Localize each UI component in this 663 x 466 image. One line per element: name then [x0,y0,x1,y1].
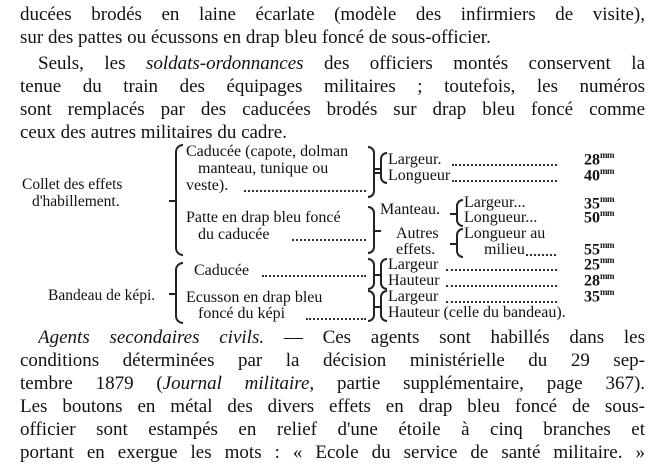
value-number: 40 [584,167,600,185]
table-cell: Caducée [194,262,250,279]
table-cell: Largeur. [388,151,442,168]
value-unit: mm [600,150,614,160]
table-cell: du caducée [198,226,270,243]
row-label: Bandeau de képi. [48,287,156,304]
value-unit: mm [600,240,614,250]
value-unit: mm [600,271,614,281]
text-line [38,53,645,75]
value-number: 50 [584,209,600,227]
table-cell: Longueur au [464,225,546,242]
italic-term: soldats-ordonnances [145,53,304,74]
left-brace [380,258,387,290]
left-brace [380,290,387,322]
measurement-value [558,208,614,227]
table-cell: Longueur [388,167,451,184]
right-brace [368,206,375,254]
table-cell: Longueur... [464,209,538,226]
table-cell: veste). [186,177,229,194]
table-cell: Largeur [388,288,439,305]
leader-dots [262,273,366,277]
text-line: officier sont estampés en relief d'une étoile à cinq branches et [20,419,645,440]
table-cell: milieu [484,241,525,258]
value-unit: mm [600,255,614,265]
text-line: sur des pattes ou écussons en drap bleu foncé de sous-officier. [20,27,491,48]
left-brace [380,152,387,184]
table-cell: manteau, tunique ou [198,160,329,177]
text-run: — Ces agents sont habillés dans les [264,327,645,348]
value-number: 28 [584,272,600,290]
left-brace [175,144,183,256]
text-run: Seuls, les [38,53,146,74]
text-line [38,327,645,349]
leader-dots [452,178,557,182]
value-number: 35 [584,195,600,213]
text-line: sont remplacés par des caducées brodés sur drap bleu foncé comme [20,99,645,120]
text-line: conditions déterminées par la décision ministérielle du 29 sep- [20,350,645,371]
value-number: 28 [584,151,600,169]
row-label: d'habillement. [32,193,120,210]
italic-heading: Agents secondaires civils. [38,327,265,348]
table-cell: Hauteur [388,272,440,289]
text-line: ducées brodés en laine écarlate (modèle des infirmiers de visite), [20,4,645,25]
text-run: partie supplémentaire, page 367). [314,373,645,394]
value-unit: mm [600,208,614,218]
leader-dots [452,162,557,166]
value-unit: mm [600,166,614,176]
text-line: portant en exergue les mots : « Ecole du service de santé militaire. » [20,442,645,463]
text-line [20,373,645,395]
text-line: tenue du train des équipages militaires ; toutefois, les numéros [20,76,645,97]
leader-dots [526,252,556,256]
table-cell: Autres [396,225,439,242]
left-brace [175,262,183,324]
table-cell: Patte en drap bleu foncé [186,209,341,226]
value-unit: mm [600,287,614,297]
table-cell: Hauteur (celle du bandeau). [388,304,566,321]
right-brace [368,146,375,198]
value-number: 35 [584,288,600,306]
table-cell: Largeur... [464,194,526,211]
leader-dots [446,267,557,271]
measurement-value [558,166,614,185]
table-cell: foncé du képi [198,305,286,322]
left-brace [456,199,463,227]
leader-dots [446,283,557,287]
table-cell: effets. [396,241,436,258]
text-line: ceux des autres militaires du cadre. [20,122,287,143]
value-unit: mm [600,194,614,204]
table-cell: Manteau. [380,201,440,218]
italic-citation: Journal militaire, [162,373,315,394]
left-brace [456,228,463,258]
leader-dots [292,237,366,241]
text-run: tembre 1879 ( [20,373,163,394]
measurement-value [558,287,614,306]
text-line: Les boutons en métal des divers effets en drap bleu foncé de sous- [20,396,645,417]
table-cell: Caducée (capote, dolman [186,143,349,160]
table-cell: Ecusson en drap bleu [186,289,323,306]
leader-dots [306,316,366,320]
leader-dots [244,188,366,192]
value-number: 25 [584,256,600,274]
value-number: 55 [584,241,600,259]
leader-dots [446,299,557,303]
row-label: Collet des effets [22,176,123,193]
text-run: des officiers montés conservent la [303,53,645,74]
table-cell: Largeur [388,256,439,273]
